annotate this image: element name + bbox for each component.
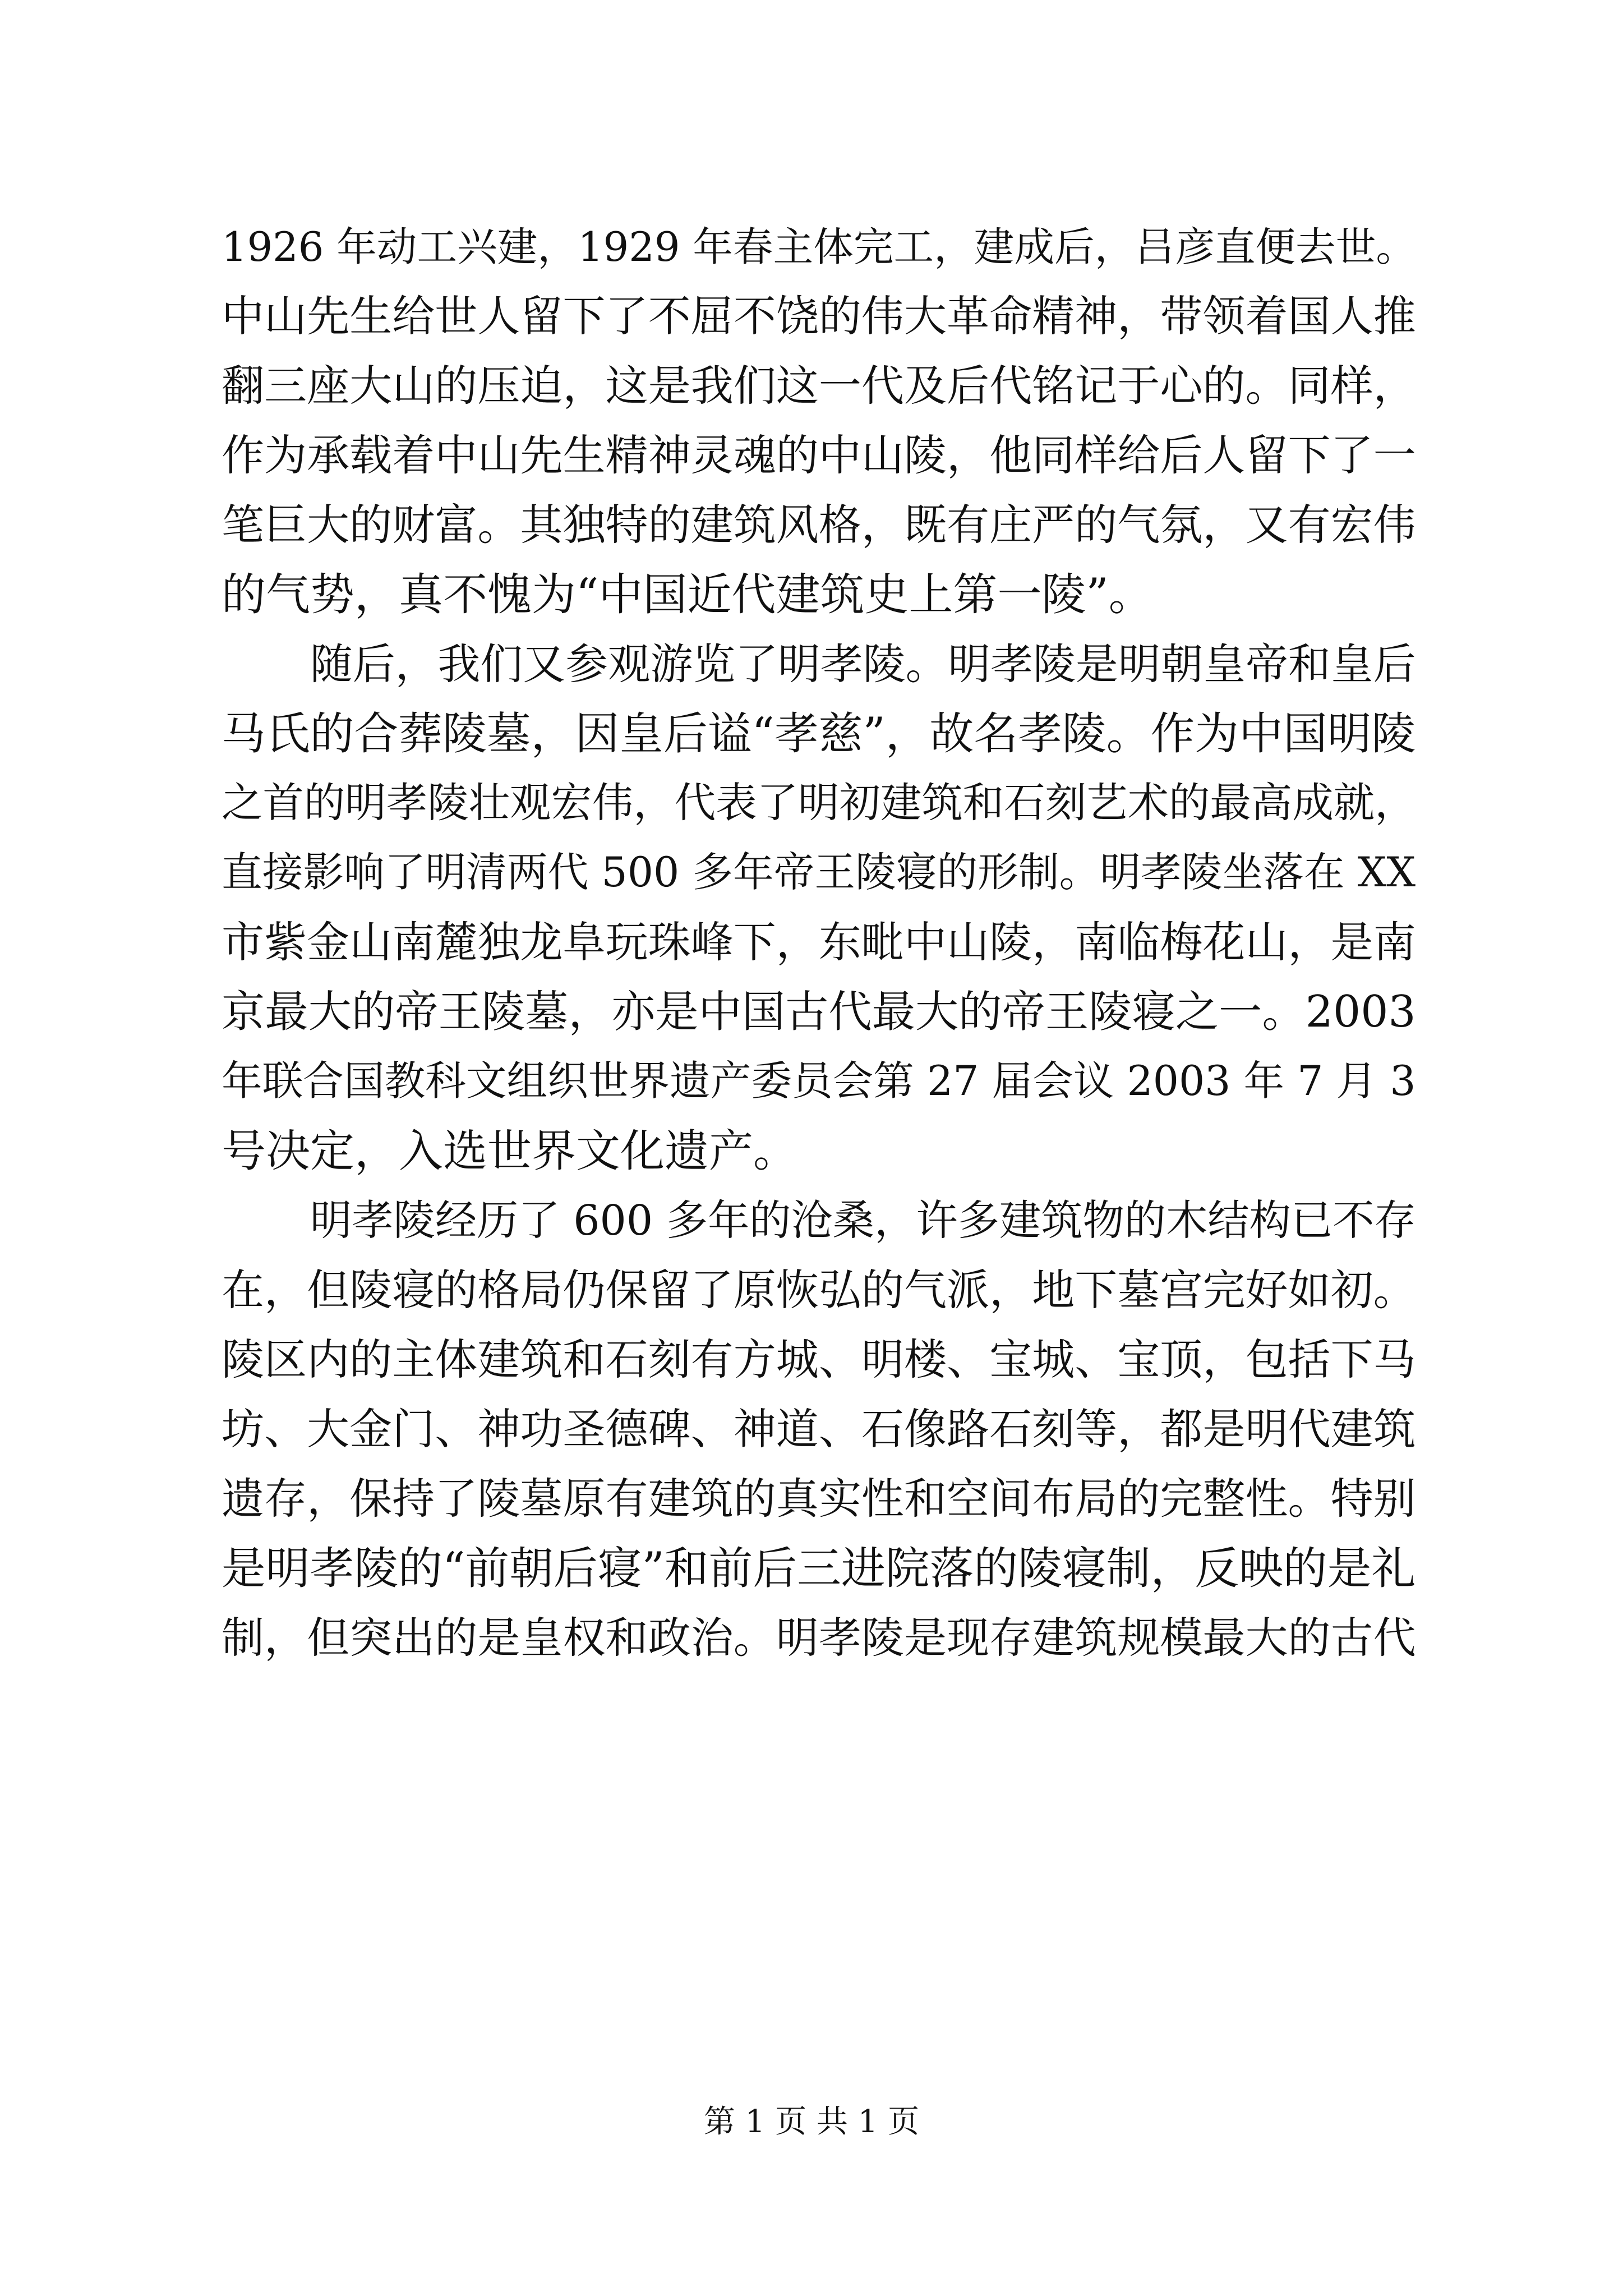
text-line: 京最大的帝王陵墓，亦是中国古代最大的帝王陵寝之一。2003: [222, 987, 1416, 1037]
text-line: 翻三座大山的压迫，这是我们这一代及后代铭记于心的。同样，: [222, 361, 1416, 411]
text-line: 号决定，入选世界文化遗产。: [222, 1125, 797, 1177]
page-footer: 第 1 页 共 1 页: [703, 2104, 920, 2140]
text-line: 市紫金山南麓独龙阜玩珠峰下，东毗中山陵，南临梅花山，是南: [222, 917, 1416, 967]
text-line: 制，但突出的是皇权和政治。明孝陵是现存建筑规模最大的古代: [222, 1613, 1416, 1663]
text-line: 陵区内的主体建筑和石刻有方城、明楼、宝城、宝顶，包括下马: [222, 1335, 1416, 1384]
text-line: 在，但陵寝的格局仍保留了原恢弘的气派，地下墓宫完好如初。: [222, 1265, 1416, 1315]
text-line: 年联合国教科文组织世界遗产委员会第 27 届会议 2003 年 7 月 3: [222, 1058, 1416, 1105]
text-line: 马氏的合葬陵墓，因皇后谥“孝慈”，故名孝陵。作为中国明陵: [222, 708, 1416, 760]
text-line: 之首的明孝陵壮观宏伟，代表了明初建筑和石刻艺术的最高成就，: [222, 779, 1416, 827]
text-line: 作为承载着中山先生精神灵魂的中山陵，他同样给后人留下了一: [222, 430, 1416, 480]
text-line: 笔巨大的财富。其独特的建筑风格，既有庄严的气氛，又有宏伟: [222, 500, 1416, 550]
text-line: 遗存，保持了陵墓原有建筑的真实性和空间布局的完整性。特别: [222, 1474, 1416, 1524]
text-line: 明孝陵经历了 600 多年的沧桑，许多建筑物的木结构已不存: [310, 1196, 1416, 1245]
text-line: 直接影响了明清两代 500 多年帝王陵寝的形制。明孝陵坐落在 XX: [222, 849, 1416, 896]
text-line: 是明孝陵的“前朝后寝”和前后三进院落的陵寝制，反映的是礼: [222, 1543, 1416, 1594]
text-line: 坊、大金门、神功圣德碑、神道、石像路石刻等，都是明代建筑: [222, 1404, 1416, 1454]
text-line: 的气势，真不愧为“中国近代建筑史上第一陵”。: [222, 569, 1153, 620]
body-text: [222, 212, 1416, 1673]
text-line: 中山先生给世人留下了不屈不饶的伟大革命精神，带领着国人推: [222, 291, 1416, 341]
text-line: 1926 年动工兴建，1929 年春主体完工，建成后，吕彦直便去世。: [222, 223, 1417, 270]
text-line: 随后，我们又参观游览了明孝陵。明孝陵是明朝皇帝和皇后: [310, 639, 1416, 689]
